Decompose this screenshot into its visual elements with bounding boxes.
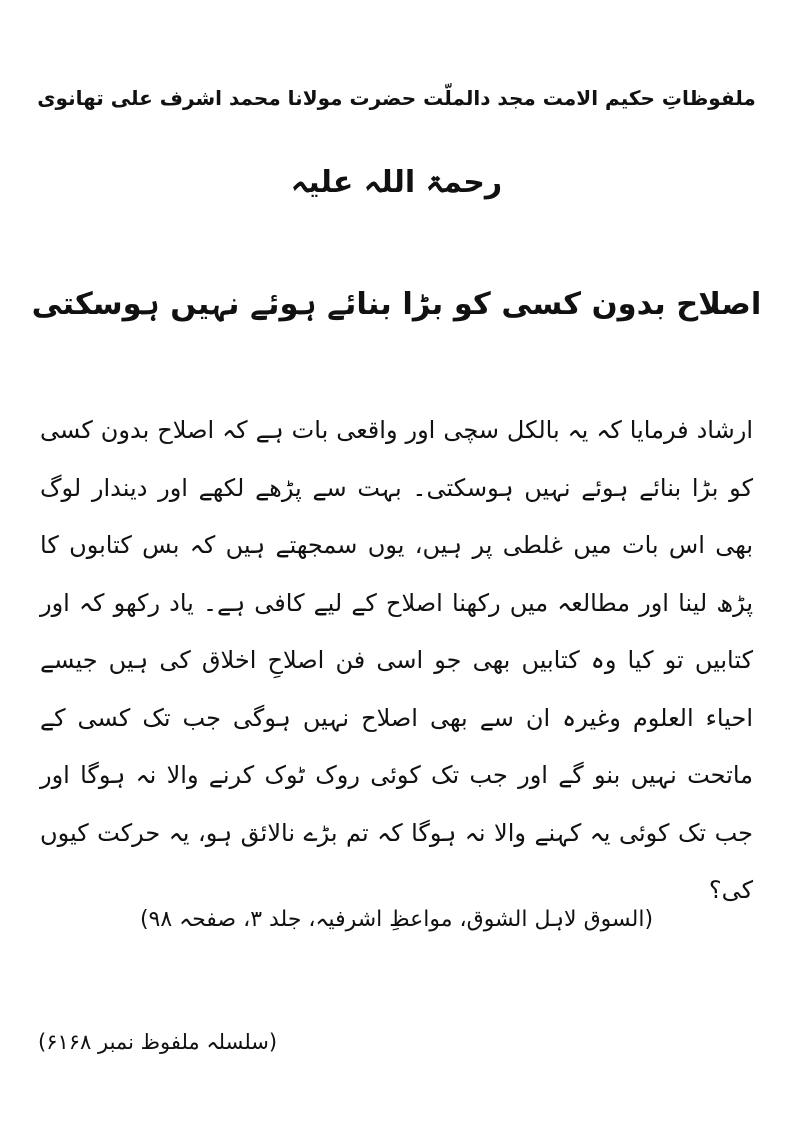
article-body: ارشاد فرمایا کہ یہ بالکل سچی اور واقعی بات ہے کہ اصلاح بدون کسی کو بڑا بنائے ہوئے نہیں ہوسکتی۔ بہت سے پڑھے لکھے اور دیندار لوگ بھی اس بات میں غلطی پر ہیں، یوں سمجھتے ہیں کہ بس کتابوں کا پڑھ لینا اور مطالعہ میں رکھنا اصلاح کے لیے کافی ہے۔ یاد رکھو کہ اور کتابیں تو کیا وہ کتابیں بھی جو اسی فن اصلاحِ اخلاق کی ہیں جیسے احیاء العلوم وغیرہ ان سے بھی اصلاح نہیں ہوگی جب تک کسی کے ماتحت نہیں بنو گے اور جب تک کوئی روک ٹوک کرنے والا نہ ہوگا اور جب تک کوئی یہ کہنے والا نہ ہوگا کہ تم بڑے نالائق ہو، یہ حرکت کیوں کی؟: [40, 416, 753, 904]
series-number: (سلسلہ ملفوظ نمبر ۶۱۶۸): [38, 1030, 278, 1054]
article-heading: اصلاح بدون کسی کو بڑا بنائے ہوئے نہیں ہوسکتی: [31, 287, 762, 322]
source-reference: (السوق لاہل الشوق، مواعظِ اشرفیہ، جلد ۳، صفحہ ۹۸): [139, 907, 654, 932]
page-title-honorific: رحمۃ اللہ علیہ: [290, 165, 503, 200]
page-title: ملفوظاتِ حکیم الامت مجد دالملّت حضرت مولانا محمد اشرف علی تھانوی: [37, 86, 756, 110]
